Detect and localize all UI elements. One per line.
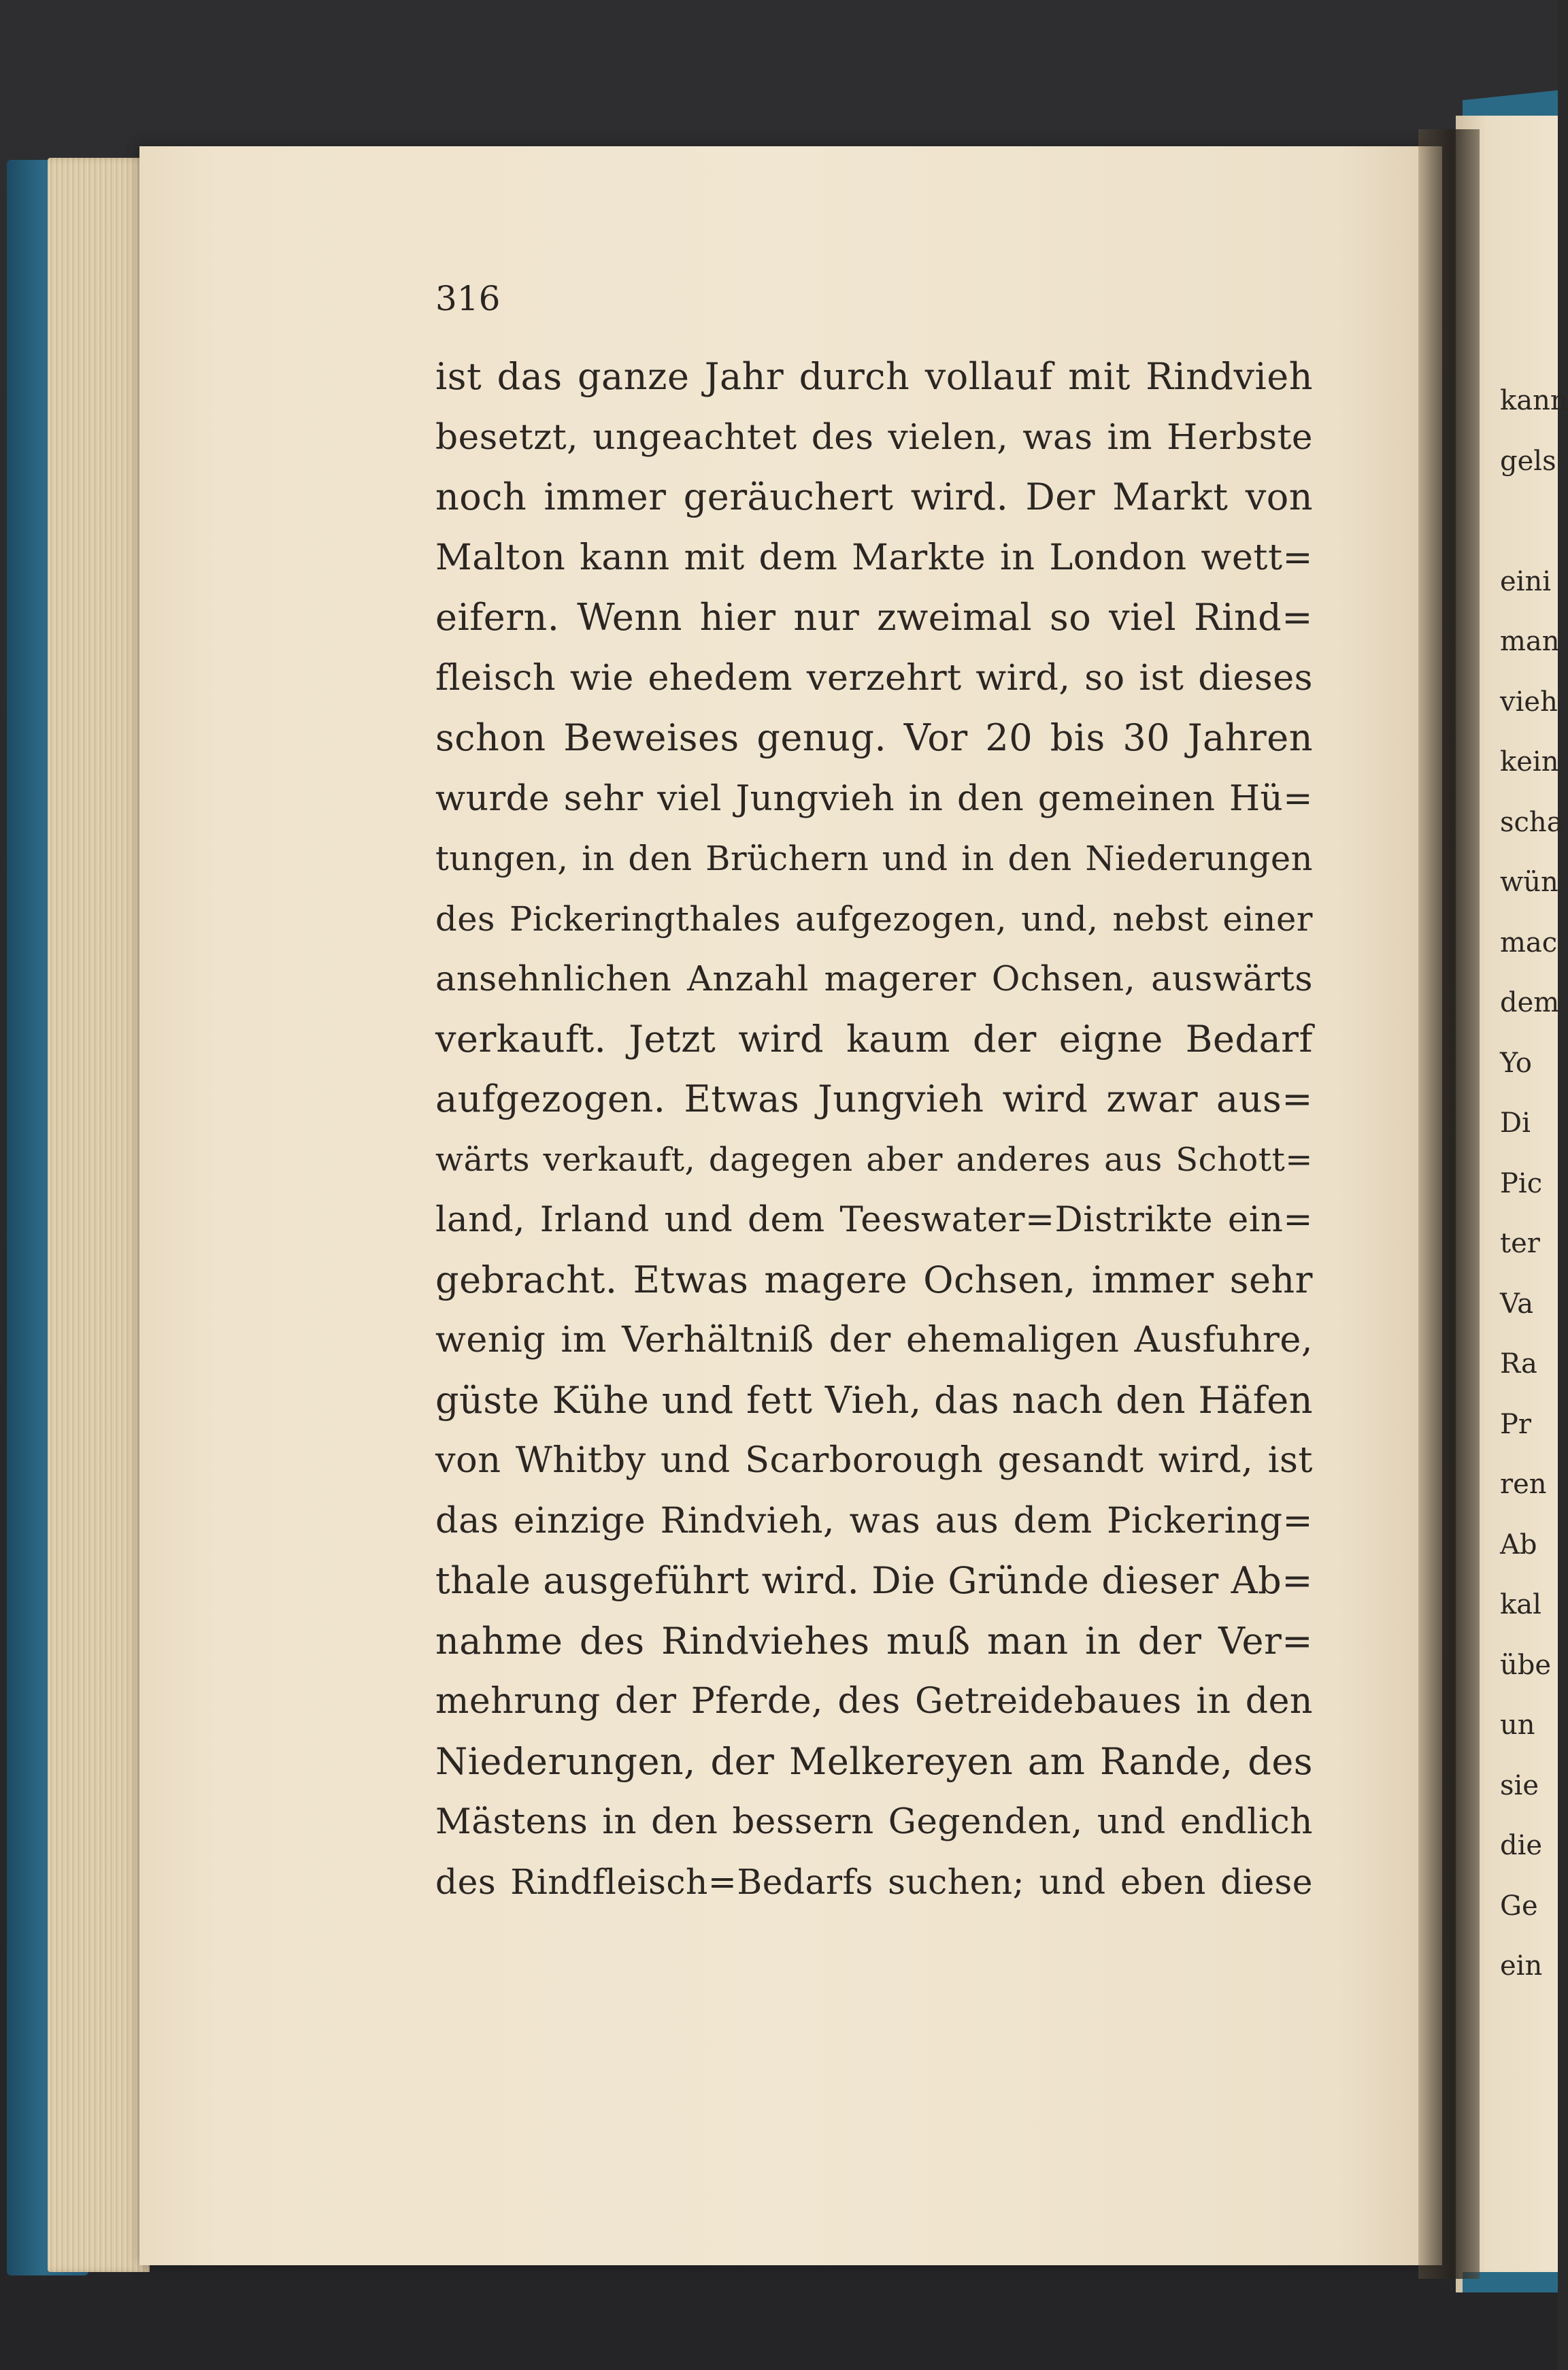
facing-page-fragment: eini [1500, 565, 1552, 597]
facing-page-fragment: Va [1500, 1288, 1534, 1320]
facing-page-fragment: übe [1500, 1649, 1552, 1681]
facing-page-fragment: ren [1500, 1469, 1547, 1500]
facing-page-fragment: Ab [1500, 1529, 1537, 1560]
text-line: das einzige Rindvieh, was aus dem Pickering= [435, 1499, 1313, 1541]
facing-page-fragment: ein [1500, 1950, 1543, 1982]
text-line: wenig im Verhältniß der ehemaligen Ausfuhre, [435, 1319, 1313, 1361]
text-line: Malton kann mit dem Markte in London wett= [435, 536, 1313, 578]
page-number: 316 [435, 279, 501, 318]
text-line: verkauft. Jetzt wird kaum der eigne Bedarf [435, 1017, 1313, 1061]
facing-page-fragment: Yo [1500, 1047, 1533, 1079]
text-line: thale ausgeführt wird. Die Gründe dieser Ab= [435, 1559, 1313, 1602]
text-line: besetzt, ungeachtet des vielen, was im Herbste [435, 416, 1313, 458]
facing-page-fragment: sie [1500, 1769, 1539, 1801]
text-line: mehrung der Pferde, des Getreidebaues in den [435, 1681, 1313, 1722]
facing-page-fragment: gels [1500, 445, 1556, 477]
facing-page-fragment: kann [1500, 385, 1568, 416]
facing-page-fragment: scha [1500, 806, 1563, 838]
text-line: tungen, in den Brüchern und in den Niederungen [435, 839, 1313, 878]
text-line: von Whitby und Scarborough gesandt wird, ist [435, 1439, 1313, 1481]
facing-page-fragment: vieh [1500, 686, 1558, 718]
facing-page-fragment: kein [1500, 746, 1559, 778]
facing-page-fragment: ter [1500, 1228, 1540, 1259]
facing-page-fragment: wün [1500, 867, 1558, 898]
facing-page-fragment: Pr [1500, 1408, 1532, 1440]
text-line: wurde sehr viel Jungvieh in den gemeinen Hü= [435, 778, 1313, 819]
text-line: des Rindfleisch=Bedarfs suchen; und eben diese [435, 1861, 1313, 1902]
text-line: güste Kühe und fett Vieh, das nach den Häfen [435, 1378, 1313, 1422]
text-line: Mästens in den bessern Gegenden, und endlich [435, 1801, 1313, 1842]
text-line: nahme des Rindviehes muß man in der Ver= [435, 1619, 1313, 1663]
facing-page-fragment: man [1500, 626, 1560, 657]
facing-page-fragment: Ge [1500, 1890, 1538, 1922]
page-body-text [435, 347, 1313, 1912]
text-line: Niederungen, der Melkereyen am Rande, des [435, 1739, 1313, 1783]
facing-page-fragment: dem [1500, 987, 1560, 1018]
facing-page-fragment: mac [1500, 927, 1558, 958]
text-line: ansehnlichen Anzahl magerer Ochsen, auswärts [435, 958, 1313, 999]
facing-page-fragment: Pic [1500, 1167, 1543, 1199]
text-line: fleisch wie ehedem verzehrt wird, so ist dieses [435, 656, 1313, 699]
text-line: ist das ganze Jahr durch vollauf mit Rindvieh [435, 355, 1313, 398]
text-line: schon Beweises genug. Vor 20 bis 30 Jahren [435, 716, 1313, 759]
text-line: aufgezogen. Etwas Jungvieh wird zwar aus= [435, 1078, 1313, 1120]
text-line: gebracht. Etwas magere Ochsen, immer sehr [435, 1258, 1313, 1301]
facing-page-fragment: un [1500, 1709, 1535, 1741]
text-line: noch immer geräuchert wird. Der Markt von [435, 475, 1313, 518]
text-line: land, Irland und dem Teeswater=Distrikte ein= [435, 1199, 1313, 1240]
page-block-edges [48, 158, 150, 2272]
book-gutter [1418, 129, 1480, 2279]
facing-page-fragment [1500, 491, 1558, 552]
facing-page-fragment: Ra [1500, 1348, 1537, 1380]
facing-page-fragment: Di [1500, 1107, 1531, 1139]
text-line: wärts verkauft, dagegen aber anderes aus Schott= [435, 1140, 1313, 1179]
text-line: eifern. Wenn hier nur zweimal so viel Rind= [435, 596, 1313, 639]
facing-page-text-fragments [1500, 371, 1568, 1997]
facing-page-fragment: kal [1500, 1589, 1541, 1620]
facing-page-fragment: die [1500, 1830, 1543, 1861]
text-line: des Pickeringthales aufgezogen, und, nebst einer [435, 899, 1313, 939]
